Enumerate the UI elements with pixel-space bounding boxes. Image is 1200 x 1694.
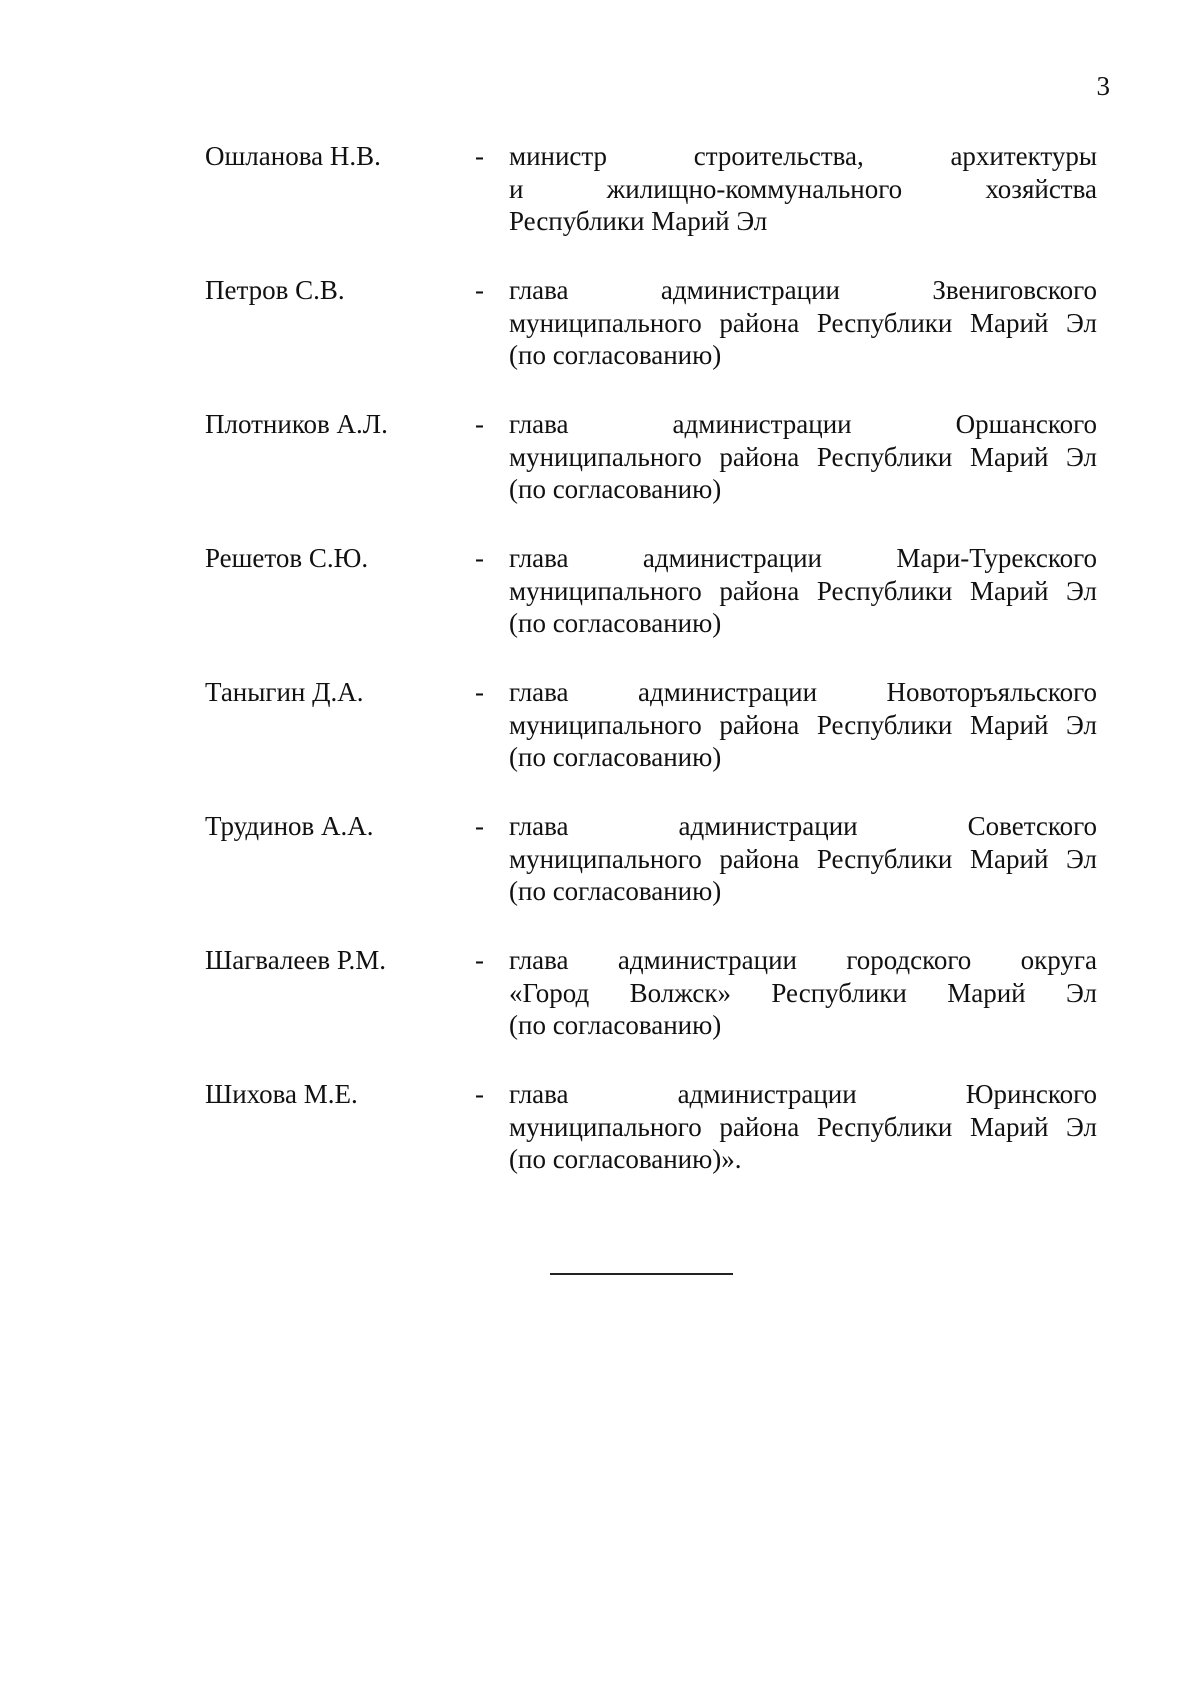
position-line [509, 1009, 1097, 1042]
member-name: Шагвалеев Р.М. [205, 945, 386, 975]
position-word: и [509, 173, 524, 204]
position-word: Республики [816, 441, 953, 472]
member-name: Трудинов А.А. [205, 811, 374, 841]
member-entry [0, 944, 1200, 1078]
position-word: администрации [672, 409, 852, 439]
position-word: администрации [617, 945, 797, 975]
position-line [509, 709, 1097, 742]
position-word: Республики [816, 575, 953, 606]
position-word: Марий [970, 575, 1049, 606]
member-name: Шихова М.Е. [205, 1079, 358, 1109]
member-position [509, 140, 1097, 238]
position-line [509, 307, 1097, 340]
position-word: Эл [1066, 977, 1097, 1008]
member-position [509, 676, 1097, 774]
member-entry [0, 810, 1200, 944]
member-name: Решетов С.Ю. [205, 543, 369, 573]
position-word: администрации [637, 677, 818, 707]
position-word: Эл [1066, 843, 1097, 874]
position-word: Марий [970, 307, 1049, 338]
position-line [509, 205, 1097, 238]
position-word: Республики [771, 977, 907, 1008]
position-word: Республики Марий Эл [509, 206, 768, 236]
entry-dash: - [475, 811, 484, 841]
closing-rule [550, 1273, 733, 1275]
member-position [509, 1078, 1097, 1176]
member-entry [0, 1078, 1200, 1212]
position-word: Республики [816, 1111, 953, 1142]
position-word: Марий [947, 977, 1026, 1008]
position-line [509, 875, 1097, 908]
member-name: Петров С.В. [205, 275, 345, 305]
entry-dash: - [475, 1079, 484, 1109]
position-word: (по согласованию) [509, 608, 722, 638]
position-line [509, 741, 1097, 774]
position-word: администрации [678, 811, 858, 841]
position-word: строительства, [693, 141, 864, 171]
position-word: района [719, 441, 800, 472]
position-line [509, 408, 1097, 441]
position-word: Марий [970, 1111, 1049, 1142]
position-line [509, 944, 1097, 977]
member-position [509, 810, 1097, 908]
page-number: 3 [1096, 71, 1110, 101]
position-word: района [719, 307, 800, 338]
position-word: (по согласованию) [509, 1010, 722, 1040]
position-word: Эл [1066, 575, 1097, 606]
entry-dash: - [475, 141, 484, 171]
position-word: муниципального [509, 307, 702, 338]
member-entry [0, 542, 1200, 676]
member-list [0, 140, 1200, 1212]
position-line [509, 140, 1097, 173]
member-entry [0, 676, 1200, 810]
position-word: администрации [642, 543, 822, 573]
position-word: администрации [677, 1079, 857, 1109]
position-word: глава [509, 677, 569, 707]
position-line [509, 676, 1097, 709]
position-word: муниципального [509, 575, 702, 606]
position-word: глава [509, 811, 569, 841]
entry-dash: - [475, 677, 484, 707]
position-word: Республики [816, 709, 953, 740]
member-entry [0, 408, 1200, 542]
position-word: Марий [970, 843, 1049, 874]
position-word: района [719, 1111, 800, 1142]
position-word: округа [1020, 945, 1097, 975]
position-word: (по согласованию) [509, 474, 722, 504]
position-line [509, 810, 1097, 843]
member-position [509, 944, 1097, 1042]
position-word: Советского [967, 811, 1097, 841]
position-word: глава [509, 945, 569, 975]
position-word: Эл [1066, 441, 1097, 472]
member-entry [0, 274, 1200, 408]
position-line [509, 274, 1097, 307]
position-word: министр [509, 141, 608, 171]
position-word: муниципального [509, 1111, 702, 1142]
member-position [509, 542, 1097, 640]
position-word: района [719, 709, 800, 740]
position-word: Эл [1066, 1111, 1097, 1142]
position-word: Эл [1066, 307, 1097, 338]
position-word: архитектуры [950, 141, 1097, 171]
position-line [509, 441, 1097, 474]
member-name: Плотников А.Л. [205, 409, 388, 439]
position-line [509, 473, 1097, 506]
position-word: Волжск» [629, 977, 731, 1008]
member-position [509, 274, 1097, 372]
position-word: (по согласованию) [509, 876, 722, 906]
position-line [509, 542, 1097, 575]
position-word: глава [509, 1079, 569, 1109]
position-word: Республики [816, 307, 953, 338]
position-word: Республики [816, 843, 953, 874]
position-word: глава [509, 409, 569, 439]
position-line [509, 173, 1097, 206]
position-line [509, 1078, 1097, 1111]
position-line [509, 607, 1097, 640]
position-word: района [719, 843, 800, 874]
entry-dash: - [475, 543, 484, 573]
position-word: Марий [970, 441, 1049, 472]
position-line [509, 575, 1097, 608]
position-word: городского [846, 945, 972, 975]
entry-dash: - [475, 945, 484, 975]
position-word: Мари-Турекского [896, 543, 1097, 573]
position-word: жилищно-коммунального [606, 173, 903, 204]
position-word: глава [509, 275, 569, 305]
member-position [509, 408, 1097, 506]
position-word: Новоторъяльского [886, 677, 1097, 707]
position-word: (по согласованию) [509, 340, 722, 370]
position-word: района [719, 575, 800, 606]
position-word: муниципального [509, 709, 702, 740]
position-word: Марий [970, 709, 1049, 740]
position-line [509, 339, 1097, 372]
position-word: муниципального [509, 441, 702, 472]
position-word: Юринского [965, 1079, 1097, 1109]
position-line [509, 1143, 1097, 1176]
position-word: Звениговского [932, 275, 1097, 305]
position-word: муниципального [509, 843, 702, 874]
position-line [509, 977, 1097, 1010]
position-word: администрации [660, 275, 841, 305]
position-word: (по согласованию)». [509, 1144, 742, 1174]
entry-dash: - [475, 409, 484, 439]
position-word: (по согласованию) [509, 742, 722, 772]
member-name: Таныгин Д.А. [205, 677, 364, 707]
member-name: Ошланова Н.В. [205, 141, 381, 171]
position-word: хозяйства [985, 173, 1097, 204]
position-line [509, 843, 1097, 876]
position-word: глава [509, 543, 569, 573]
position-line [509, 1111, 1097, 1144]
member-entry [0, 140, 1200, 274]
position-word: Оршанского [955, 409, 1097, 439]
entry-dash: - [475, 275, 484, 305]
position-word: «Город [509, 977, 590, 1008]
position-word: Эл [1066, 709, 1097, 740]
